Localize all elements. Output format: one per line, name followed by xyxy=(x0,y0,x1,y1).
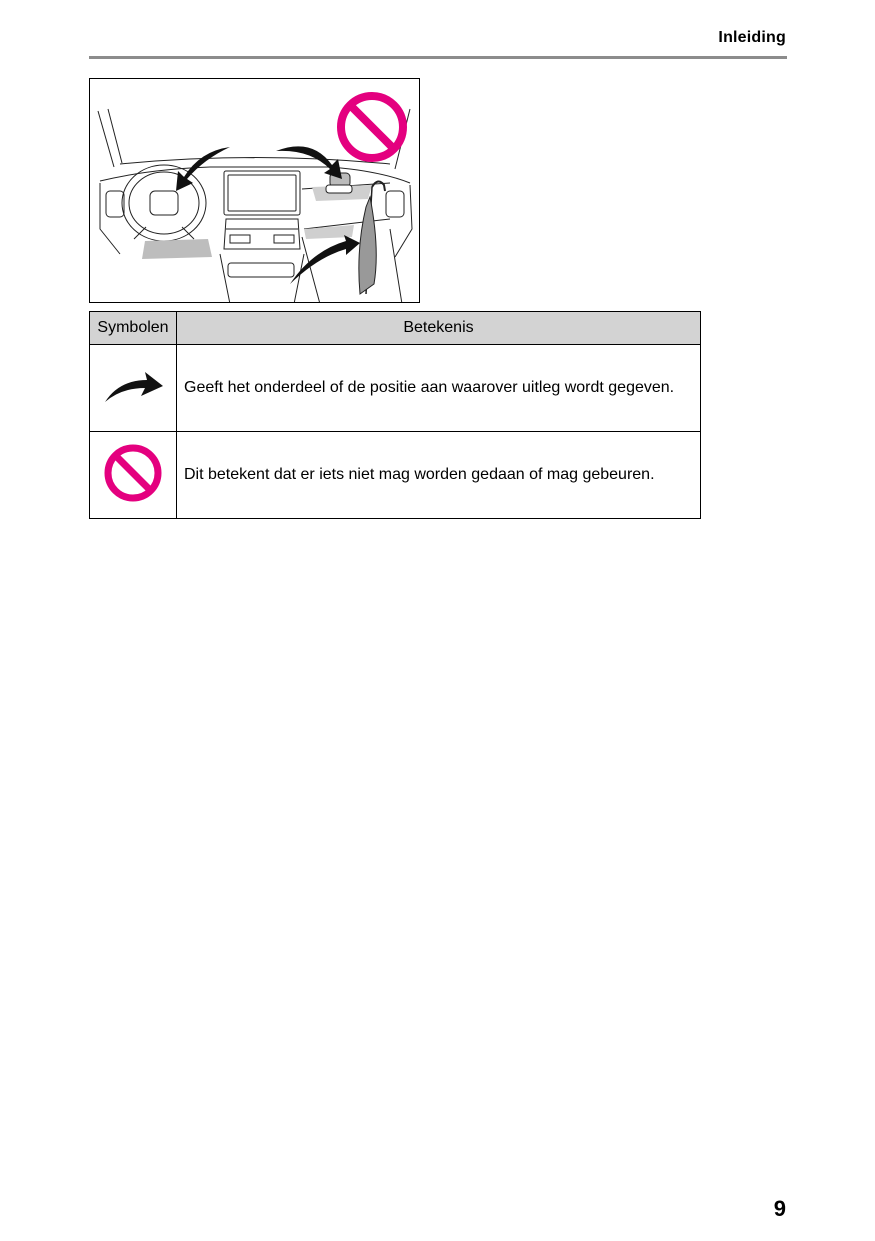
symbol-legend-table xyxy=(89,311,701,519)
dashboard-illustration xyxy=(89,78,420,303)
table-header-row xyxy=(90,312,701,345)
curved-arrow-icon xyxy=(101,393,165,410)
section-title: Inleiding xyxy=(718,29,786,46)
prohibition-icon xyxy=(102,491,164,508)
meaning-cell: Dit betekent dat er iets niet mag worden gedaan of mag gebeuren. xyxy=(177,432,701,519)
column-header-symbols: Symbolen xyxy=(90,312,177,345)
table-row xyxy=(90,432,701,519)
table-row xyxy=(90,345,701,432)
header-divider xyxy=(89,56,787,59)
column-header-meaning: Betekenis xyxy=(177,312,701,345)
symbol-cell xyxy=(90,432,177,519)
page-number: 9 xyxy=(773,1196,786,1221)
meaning-cell: Geeft het onderdeel of de positie aan waarover uitleg wordt gegeven. xyxy=(177,345,701,432)
symbol-cell xyxy=(90,345,177,432)
